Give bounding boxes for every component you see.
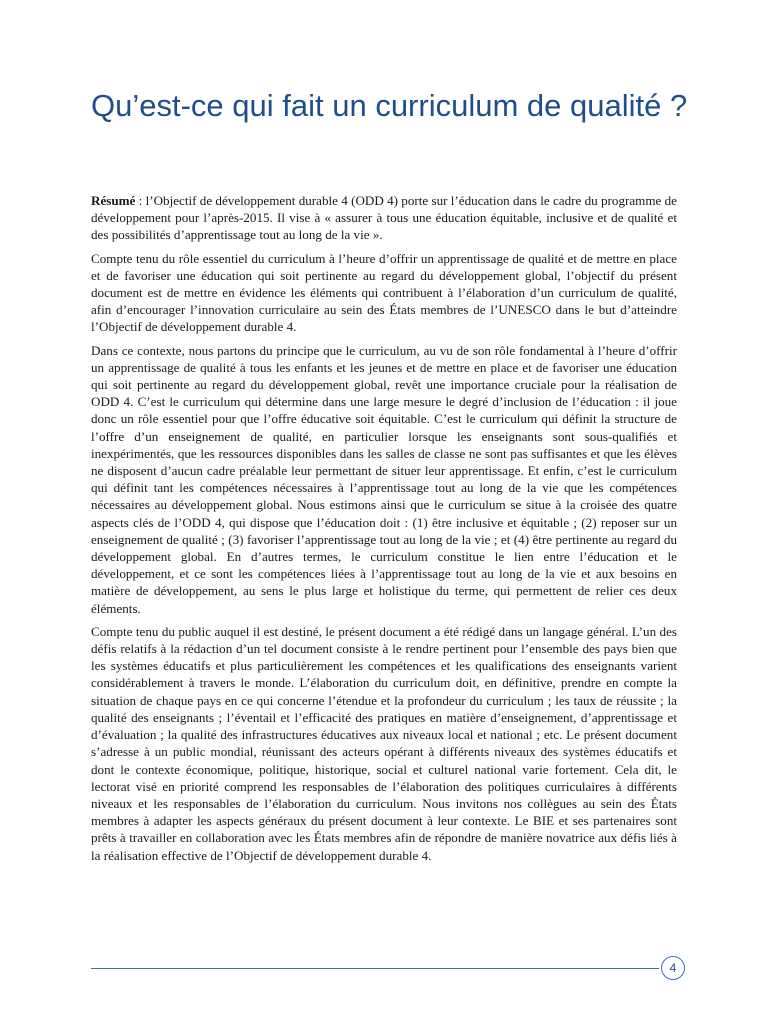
body-text	[91, 192, 677, 870]
page-title: Qu’est-ce qui fait un curriculum de qualité ?	[91, 88, 688, 123]
page-number-badge: 4	[661, 956, 685, 980]
abstract-paragraph	[91, 192, 677, 244]
abstract-text: : l’Objectif de développement durable 4 (ODD 4) porte sur l’éducation dans le cadre du programme de développement pour l’après-2015. Il vise à « assurer à tous une éducation équitable, inclusive et de qualité et des possibilités d’apprentissage tout au long de la vie ».	[91, 193, 677, 243]
paragraph-principle: Dans ce contexte, nous partons du principe que le curriculum, au vu de son rôle fondamental à l’heure d’offrir un apprentissage de qualité à tous les enfants et les jeunes et de mettre en place et de favoriser une éducation qui soit pertinente au regard du développement global, revêt une importance cruciale pour la réalisation de ODD 4. C’est le curriculum qui détermine dans une large mesure le degré d’inclusion de l’éducation : il joue donc un rôle essentiel pour que l’offre éducative soit équitable. C’est le curriculum qui définit la structure de l’offre d’un enseignement de qualité, en particulier lorsque les enseignants sont sous-qualifiés et inexpérimentés, que les ressources disponibles dans les salles de classe ne sont pas suffisantes et que les élèves ne disposent d’aucun cadre préalable leur permettant de situer leur apprentissage. Et enfin, c’est le curriculum qui définit tant les compétences nécessaires à l’apprentissage tout au long de la vie que les compétences nécessaires au développement global. Nous estimons ainsi que le curriculum se situe à la croisée des quatre aspects clés de l’ODD 4, qui dispose que l’éducation doit : (1) être inclusive et équitable ; (2) reposer sur un enseignement de qualité ; (3) favoriser l’apprentissage tout au long de la vie ; et (4) être pertinente au regard du développement global. En d’autres termes, le curriculum constitue le lien entre l’éducation et le développement, et ce sont les compétences liées à l’apprentissage tout au long de la vie et aux besoins en matière de développement, au sens le plus large et holistique du terme, qui permettent de relier ces deux éléments.	[91, 342, 677, 616]
footer-rule	[91, 968, 659, 969]
paragraph-context: Compte tenu du rôle essentiel du curriculum à l’heure d’offrir un apprentissage de qualité et de mettre en place et de favoriser une éducation qui soit pertinente au regard du développement global, l’objectif du présent document est de mettre en évidence les éléments qui contribuent à l’élaboration d’un curriculum de qualité, afin d’encourager l’innovation curriculaire au sein des États membres de l’UNESCO dans le but d’atteindre l’Objectif de développement durable 4.	[91, 250, 677, 335]
paragraph-audience: Compte tenu du public auquel il est destiné, le présent document a été rédigé dans un langage général. L’un des défis relatifs à la rédaction d’un tel document consiste à le rendre pertinent pour l’ensemble des pays bien que les systèmes éducatifs et plus particulièrement les compétences et les qualifications des enseignants varient considérablement à travers le monde. L’élaboration du curriculum doit, en définitive, prendre en compte la situation de chaque pays en ce qui concerne l’étendue et la profondeur du curriculum ; les taux de réussite ; la qualité des enseignants ; l’éventail et l’efficacité des pratiques en matière d’enseignement, d’apprentissage et d’évaluation ; la qualité des infrastructures éducatives aux niveaux local et national ; etc. Le présent document s’adresse à un public mondial, réunissant des acteurs opérant à différents niveaux des systèmes éducatifs et dont le contexte économique, politique, historique, social et culturel national varie fortement. Cela dit, le lectorat visé en priorité comprend les responsables de l’élaboration des politiques curriculaires à différents niveaux et les responsables de l’élaboration du curriculum. Nous invitons nos collègues au sein des États membres à adapter les aspects généraux du présent document à leur contexte. Le BIE et ses partenaires sont prêts à travailler en collaboration avec les États membres afin de répondre de manière novatrice aux défis liés à la réalisation effective de l’Objectif de développement durable 4.	[91, 623, 677, 863]
abstract-label: Résumé	[91, 193, 136, 208]
